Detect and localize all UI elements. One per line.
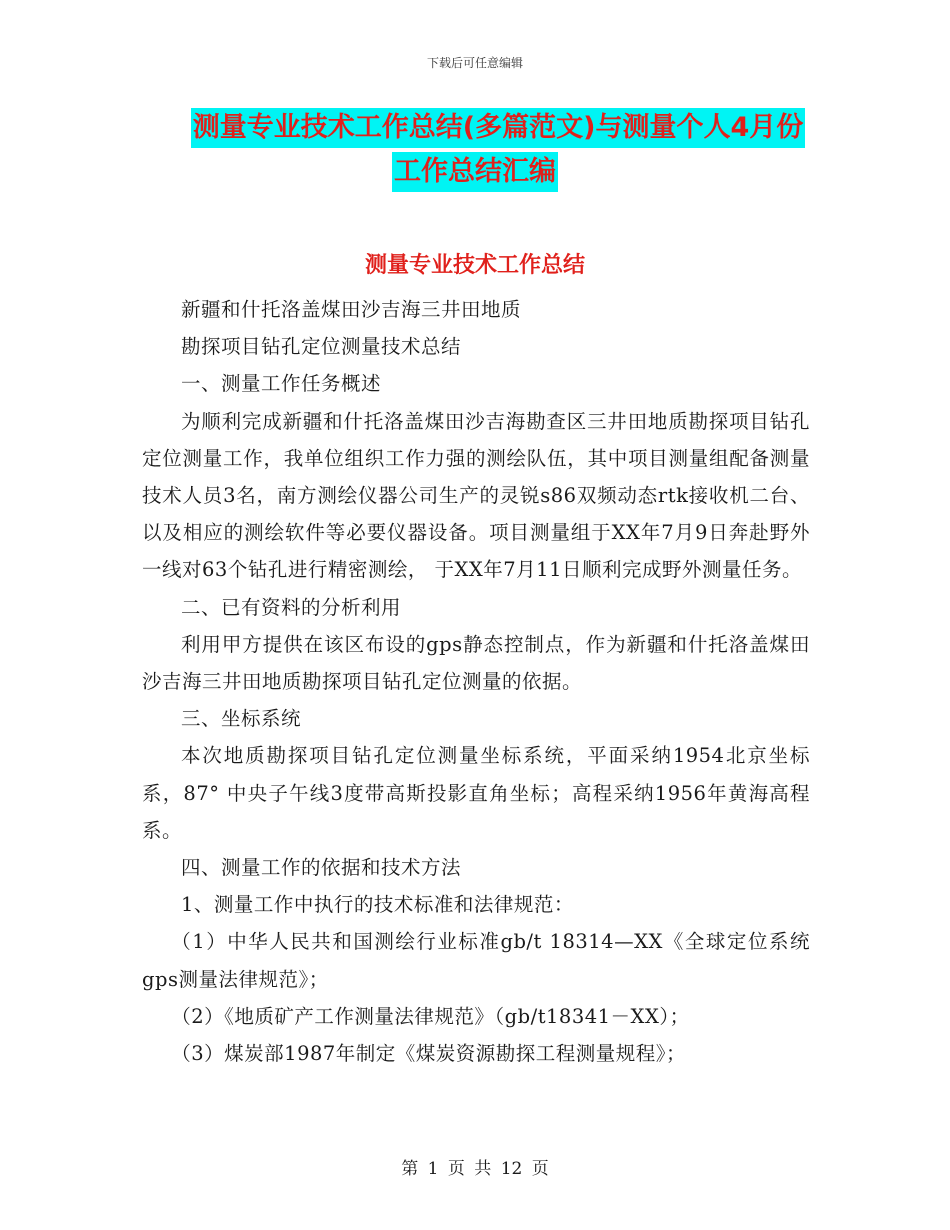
title-line-1: 测量专业技术工作总结(多篇范文)与测量个人4月份	[191, 108, 805, 148]
header-note: 下载后可任意编辑	[426, 56, 523, 70]
list-item: （3）煤炭部1987年制定《煤炭资源勘探工程测量规程》；	[171, 1042, 687, 1066]
title-line-2: 工作总结汇编	[392, 152, 558, 192]
document-title	[0, 108, 950, 192]
paragraph: 利用甲方提供在该区布设的gps静态控制点，作为新疆和什托洛盖煤田沙吉海三井田地质勘探项目钻孔定位测量的依据。	[142, 632, 810, 694]
paragraph: 本次地质勘探项目钻孔定位测量坐标系统，平面采纳1954北京坐标系，87° 中央子午线3度带高斯投影直角坐标；高程采纳1956年黄海高程系。	[142, 744, 810, 842]
paragraph-heading: 三、坐标系统	[181, 707, 302, 731]
paragraph: 为顺利完成新疆和什托洛盖煤田沙吉海勘查区三井田地质勘探项目钻孔定位测量工作，我单位组织工作力强的测绘队伍，其中项目测量组配备测量技术人员3名，南方测绘仪器公司生产的灵锐s86双频动态rtk接收机二台、以及相应的测绘软件等必要仪器设备。项目测量组于XX年7月9日奔赴野外一线对63个钻孔进行精密测绘， 于XX年7月11日顺利完成野外测量任务。	[142, 409, 810, 582]
paragraph-heading: 一、测量工作任务概述	[181, 372, 382, 396]
paragraph: 新疆和什托洛盖煤田沙吉海三井田地质	[181, 298, 522, 321]
paragraph-heading: 四、测量工作的依据和技术方法	[181, 856, 462, 880]
section-title: 测量专业技术工作总结	[364, 253, 585, 278]
document-body	[142, 291, 810, 1072]
list-item: （1）中华人民共和国测绘行业标准gb/t 18314—XX《全球定位系统gps测量法律规范》；	[142, 930, 810, 991]
paragraph-heading: 二、已有资料的分析利用	[181, 595, 402, 619]
list-item: （2）《地质矿产工作测量法律规范》（gb/t18341－XX）；	[171, 1004, 690, 1028]
page-footer: 第 1 页 共 12 页	[401, 1159, 549, 1179]
paragraph: 勘探项目钻孔定位测量技术总结	[181, 335, 462, 359]
paragraph: 1、测量工作中执行的技术标准和法律规范：	[181, 893, 574, 917]
